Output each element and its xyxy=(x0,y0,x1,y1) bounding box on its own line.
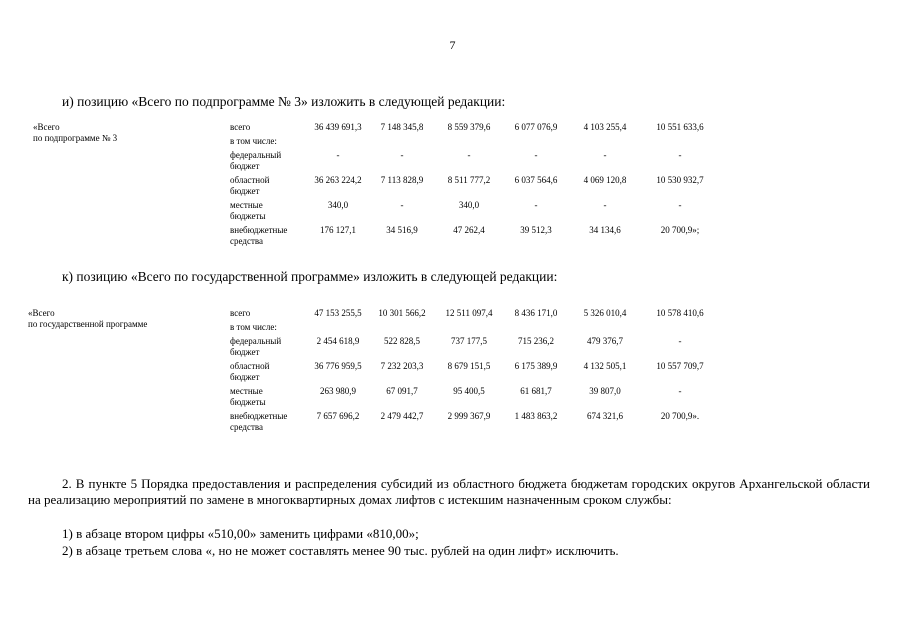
table-cell: 7 657 696,2 xyxy=(316,411,360,421)
row-label: внебюджетные средства xyxy=(230,225,288,246)
sub-item-2: 2) в абзаце третьем слова «, но не может составлять менее 90 тыс. рублей на один лифт» исключить. xyxy=(62,543,619,558)
row-label: местные бюджеты xyxy=(230,200,266,221)
table-cell: - xyxy=(400,200,404,210)
table-cell: 20 700,9». xyxy=(660,411,700,421)
table-cell: 479 376,7 xyxy=(587,336,623,346)
table-cell: 2 479 442,7 xyxy=(380,411,424,421)
table-cell: 4 132 505,1 xyxy=(583,361,627,371)
table-cell: 8 679 151,5 xyxy=(447,361,491,371)
table-cell: 34 134,6 xyxy=(589,225,621,235)
table-cell: 8 511 777,2 xyxy=(447,175,491,185)
row-label: федеральный бюджет xyxy=(230,336,282,357)
table-cell: - xyxy=(467,150,471,160)
row-label: областной бюджет xyxy=(230,175,270,196)
section-k-heading: к) позицию «Всего по государственной программе» изложить в следующей редакции: xyxy=(62,269,558,284)
table-cell: - xyxy=(336,150,340,160)
row-label: в том числе: xyxy=(230,322,277,332)
paragraph-2-text: 2. В пункте 5 Порядка предоставления и распределения субсидий из областного бюджета бюджетам городских округов Архангельской области на реализацию мероприятий по замене в многоквартирных домах лифтов с истекшим назначенным сроком службы: xyxy=(28,476,870,507)
table-cell: 47 153 255,5 xyxy=(314,308,362,318)
table-cell: 263 980,9 xyxy=(320,386,356,396)
table-cell: - xyxy=(534,200,538,210)
table-cell: 12 511 097,4 xyxy=(445,308,493,318)
table-cell: 10 301 566,2 xyxy=(378,308,426,318)
table-cell: 6 077 076,9 xyxy=(514,122,558,132)
table-cell: 4 103 255,4 xyxy=(583,122,627,132)
table-cell: - xyxy=(534,150,538,160)
row-label: местные бюджеты xyxy=(230,386,266,407)
table-cell: 4 069 120,8 xyxy=(583,175,627,185)
table-cell: 10 530 932,7 xyxy=(656,175,704,185)
table-cell: 715 236,2 xyxy=(518,336,554,346)
table-cell: 39 512,3 xyxy=(520,225,552,235)
table-cell: 39 807,0 xyxy=(589,386,621,396)
table-cell: 10 557 709,7 xyxy=(656,361,704,371)
table-cell: 36 439 691,3 xyxy=(314,122,362,132)
table-cell: 5 326 010,4 xyxy=(583,308,627,318)
table-cell: 8 436 171,0 xyxy=(514,308,558,318)
section-i-heading: и) позицию «Всего по подпрограмме № 3» изложить в следующей редакции: xyxy=(62,94,506,109)
table-cell: 2 999 367,9 xyxy=(447,411,491,421)
table-cell: - xyxy=(678,200,682,210)
table-cell: 6 175 389,9 xyxy=(514,361,558,371)
table-cell: 10 578 410,6 xyxy=(656,308,704,318)
table-cell: 340,0 xyxy=(458,200,480,210)
table-cell: 7 113 828,9 xyxy=(380,175,424,185)
table-cell: 522 828,5 xyxy=(384,336,420,346)
table-cell: 737 177,5 xyxy=(451,336,487,346)
table-cell: 36 263 224,2 xyxy=(314,175,362,185)
table-cell: - xyxy=(603,150,607,160)
row-label: внебюджетные средства xyxy=(230,411,288,432)
paragraph-2 xyxy=(28,476,870,508)
sub-item-1: 1) в абзаце втором цифры «510,00» заменить цифрами «810,00»; xyxy=(62,526,419,541)
row-label: областной бюджет xyxy=(230,361,270,382)
table-cell: 47 262,4 xyxy=(453,225,485,235)
table-cell: - xyxy=(678,386,682,396)
table-cell: 7 148 345,8 xyxy=(380,122,424,132)
table-cell: - xyxy=(678,150,682,160)
row-label: федеральный бюджет xyxy=(230,150,282,171)
row-label: всего xyxy=(230,308,251,318)
table-cell: 95 400,5 xyxy=(453,386,485,396)
table-cell: 340,0 xyxy=(327,200,349,210)
table-cell: 176 127,1 xyxy=(320,225,356,235)
table-cell: - xyxy=(678,336,682,346)
table-cell: 20 700,9»; xyxy=(660,225,700,235)
table-cell: 8 559 379,6 xyxy=(447,122,491,132)
table-cell: 36 776 959,5 xyxy=(314,361,362,371)
page-number: 7 xyxy=(449,38,456,52)
section-k-title: «Всего по государственной программе xyxy=(28,308,148,329)
section-i-title: «Всего по подпрограмме № 3 xyxy=(33,122,118,143)
table-cell: 61 681,7 xyxy=(520,386,552,396)
table-cell: 67 091,7 xyxy=(386,386,418,396)
table-cell: 7 232 203,3 xyxy=(380,361,424,371)
table-cell: 6 037 564,6 xyxy=(514,175,558,185)
table-cell: - xyxy=(603,200,607,210)
table-cell: 10 551 633,6 xyxy=(656,122,704,132)
table-cell: 674 321,6 xyxy=(587,411,623,421)
row-label: в том числе: xyxy=(230,136,277,146)
table-cell: - xyxy=(400,150,404,160)
table-cell: 2 454 618,9 xyxy=(316,336,360,346)
row-label: всего xyxy=(230,122,251,132)
table-cell: 1 483 863,2 xyxy=(514,411,558,421)
table-cell: 34 516,9 xyxy=(386,225,418,235)
